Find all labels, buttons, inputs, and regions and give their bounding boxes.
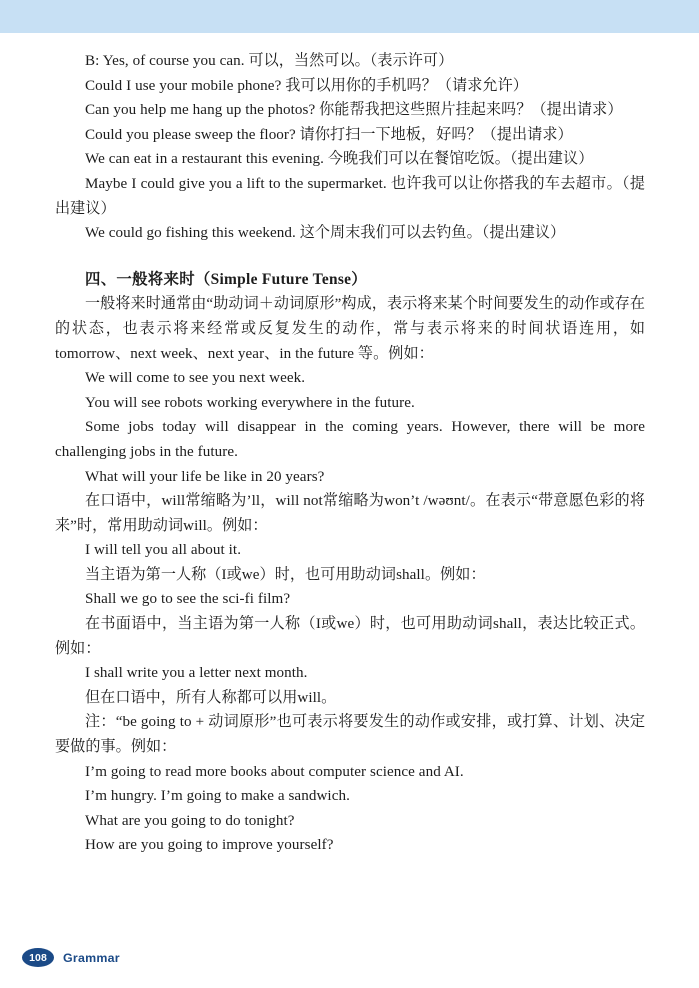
page-number-badge: 108 (22, 948, 54, 967)
example-sentence: What will your life be like in 20 years? (85, 468, 325, 485)
page-content (55, 49, 645, 858)
example-sentence: We can eat in a restaurant this evening. 今晚我们可以在餐馆吃饭。（提出建议） (85, 151, 594, 168)
example-sentence: What are you going to do tonight? (85, 812, 295, 829)
example-sentence: Could you please sweep the floor? 请你打扫一下地板，好吗？（提出请求） (85, 126, 573, 143)
example-sentence: You will see robots working everywhere in the future. (85, 394, 415, 411)
example-sentence: We could go fishing this weekend. 这个周末我们可以去钓鱼。（提出建议） (85, 225, 566, 242)
example-sentence: I will tell you all about it. (85, 542, 242, 559)
section-heading: 四、一般将来时（Simple Future Tense） (85, 270, 367, 288)
note-shall-written: 在书面语中，当主语为第一人称（I或we）时，也可用助动词shall，表达比较正式。例如： (55, 616, 645, 657)
footer-chapter-label: Grammar (63, 950, 120, 965)
note-shall-spoken: 当主语为第一人称（I或we）时，也可用助动词shall。例如： (85, 566, 486, 583)
section-spacer (55, 246, 645, 268)
example-sentence: Shall we go to see the sci-fi film? (85, 591, 291, 608)
note-will-all-persons: 但在口语中，所有人称都可以用will。 (85, 689, 337, 706)
example-sentence: Maybe I could give you a lift to the supermarket. 也许我可以让你搭我的车去超市。（提出建议） (55, 175, 645, 217)
page-footer (22, 948, 120, 967)
document-page (0, 33, 699, 988)
example-sentence: Could I use your mobile phone? 我可以用你的手机吗？（请求允许） (85, 77, 528, 94)
example-sentence: I’m hungry. I’m going to make a sandwich. (85, 788, 350, 805)
example-sentence: How are you going to improve yourself? (85, 837, 334, 854)
note-be-going-to: 注：“be going to + 动词原形”也可表示将要发生的动作或安排，或打算、计划、决定要做的事。例如： (55, 714, 645, 756)
example-sentence: B: Yes, of course you can. 可以，当然可以。（表示许可） (85, 53, 454, 69)
example-sentence: I’m going to read more books about computer science and AI. (85, 763, 464, 780)
example-sentence: I shall write you a letter next month. (85, 665, 308, 682)
example-sentence: Some jobs today will disappear in the coming years. However, there will be more challenging jobs in the future. (55, 419, 645, 460)
example-sentence: Can you help me hang up the photos? 你能帮我把这些照片挂起来吗？（提出请求） (85, 102, 623, 119)
top-decorative-band (0, 0, 699, 33)
section-intro-paragraph: 一般将来时通常由“助动词＋动词原形”构成，表示将来某个时间要发生的动作或存在的状态，也表示将来经常或反复发生的动作，常与表示将来的时间状语连用，如tomorrow、next week、next year、in the future 等。例如： (55, 296, 645, 362)
note-will-contraction: 在口语中，will常缩略为’ll，will not常缩略为won’t /wəʊnt/。在表示“带意愿色彩的将来”时，常用助动词will。例如： (55, 493, 645, 534)
example-sentence: We will come to see you next week. (85, 370, 306, 387)
